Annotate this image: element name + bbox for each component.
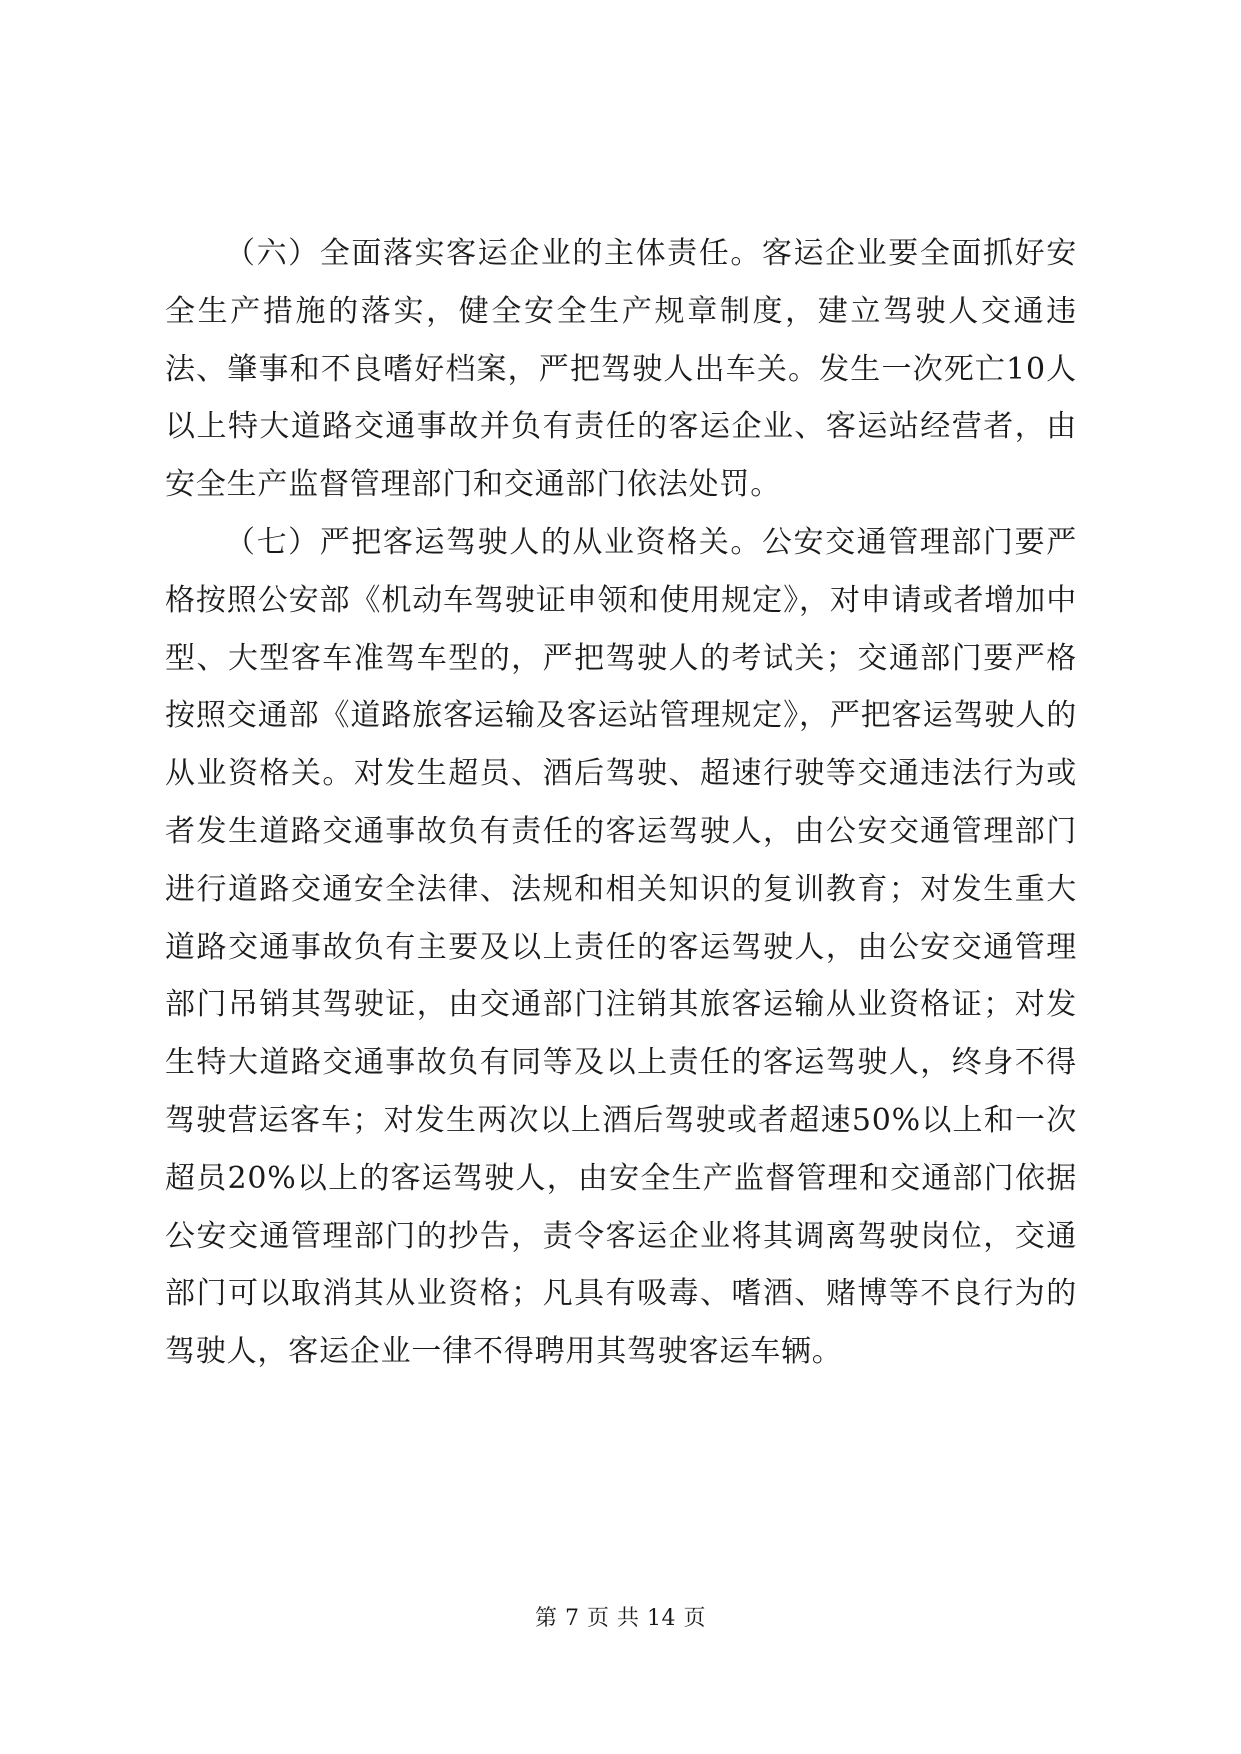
paragraph-item-6: （六）全面落实客运企业的主体责任。客运企业要全面抓好安全生产措施的落实，健全安全生产规章制度，建立驾驶人交通违法、肇事和不良嗜好档案，严把驾驶人出车关。发生一次死亡10人以上特大道路交通事故并负有责任的客运企业、客运站经营者，由安全生产监督管理部门和交通部门依法处罚。 xyxy=(165,236,1077,503)
document-body xyxy=(165,225,1077,1381)
page-number-footer: 第 7 页 共 14 页 xyxy=(535,1606,706,1631)
paragraph-item-7: （七）严把客运驾驶人的从业资格关。公安交通管理部门要严格按照公安部《机动车驾驶证申领和使用规定》，对申请或者增加中型、大型客车准驾车型的，严把驾驶人的考试关；交通部门要严格按照交通部《道路旅客运输及客运站管理规定》，严把客运驾驶人的从业资格关。对发生超员、酒后驾驶、超速行驶等交通违法行为或者发生道路交通事故负有责任的客运驾驶人，由公安交通管理部门进行道路交通安全法律、法规和相关知识的复训教育；对发生重大道路交通事故负有主要及以上责任的客运驾驶人，由公安交通管理部门吊销其驾驶证，由交通部门注销其旅客运输从业资格证；对发生特大道路交通事故负有同等及以上责任的客运驾驶人，终身不得驾驶营运客车；对发生两次以上酒后驾驶或者超速50%以上和一次超员20%以上的客运驾驶人，由安全生产监督管理和交通部门依据公安交通管理部门的抄告，责令客运企业将其调离驾驶岗位，交通部门可以取消其从业资格；凡具有吸毒、嗜酒、赌博等不良行为的驾驶人，客运企业一律不得聘用其驾驶客运车辆。 xyxy=(165,524,1077,1370)
